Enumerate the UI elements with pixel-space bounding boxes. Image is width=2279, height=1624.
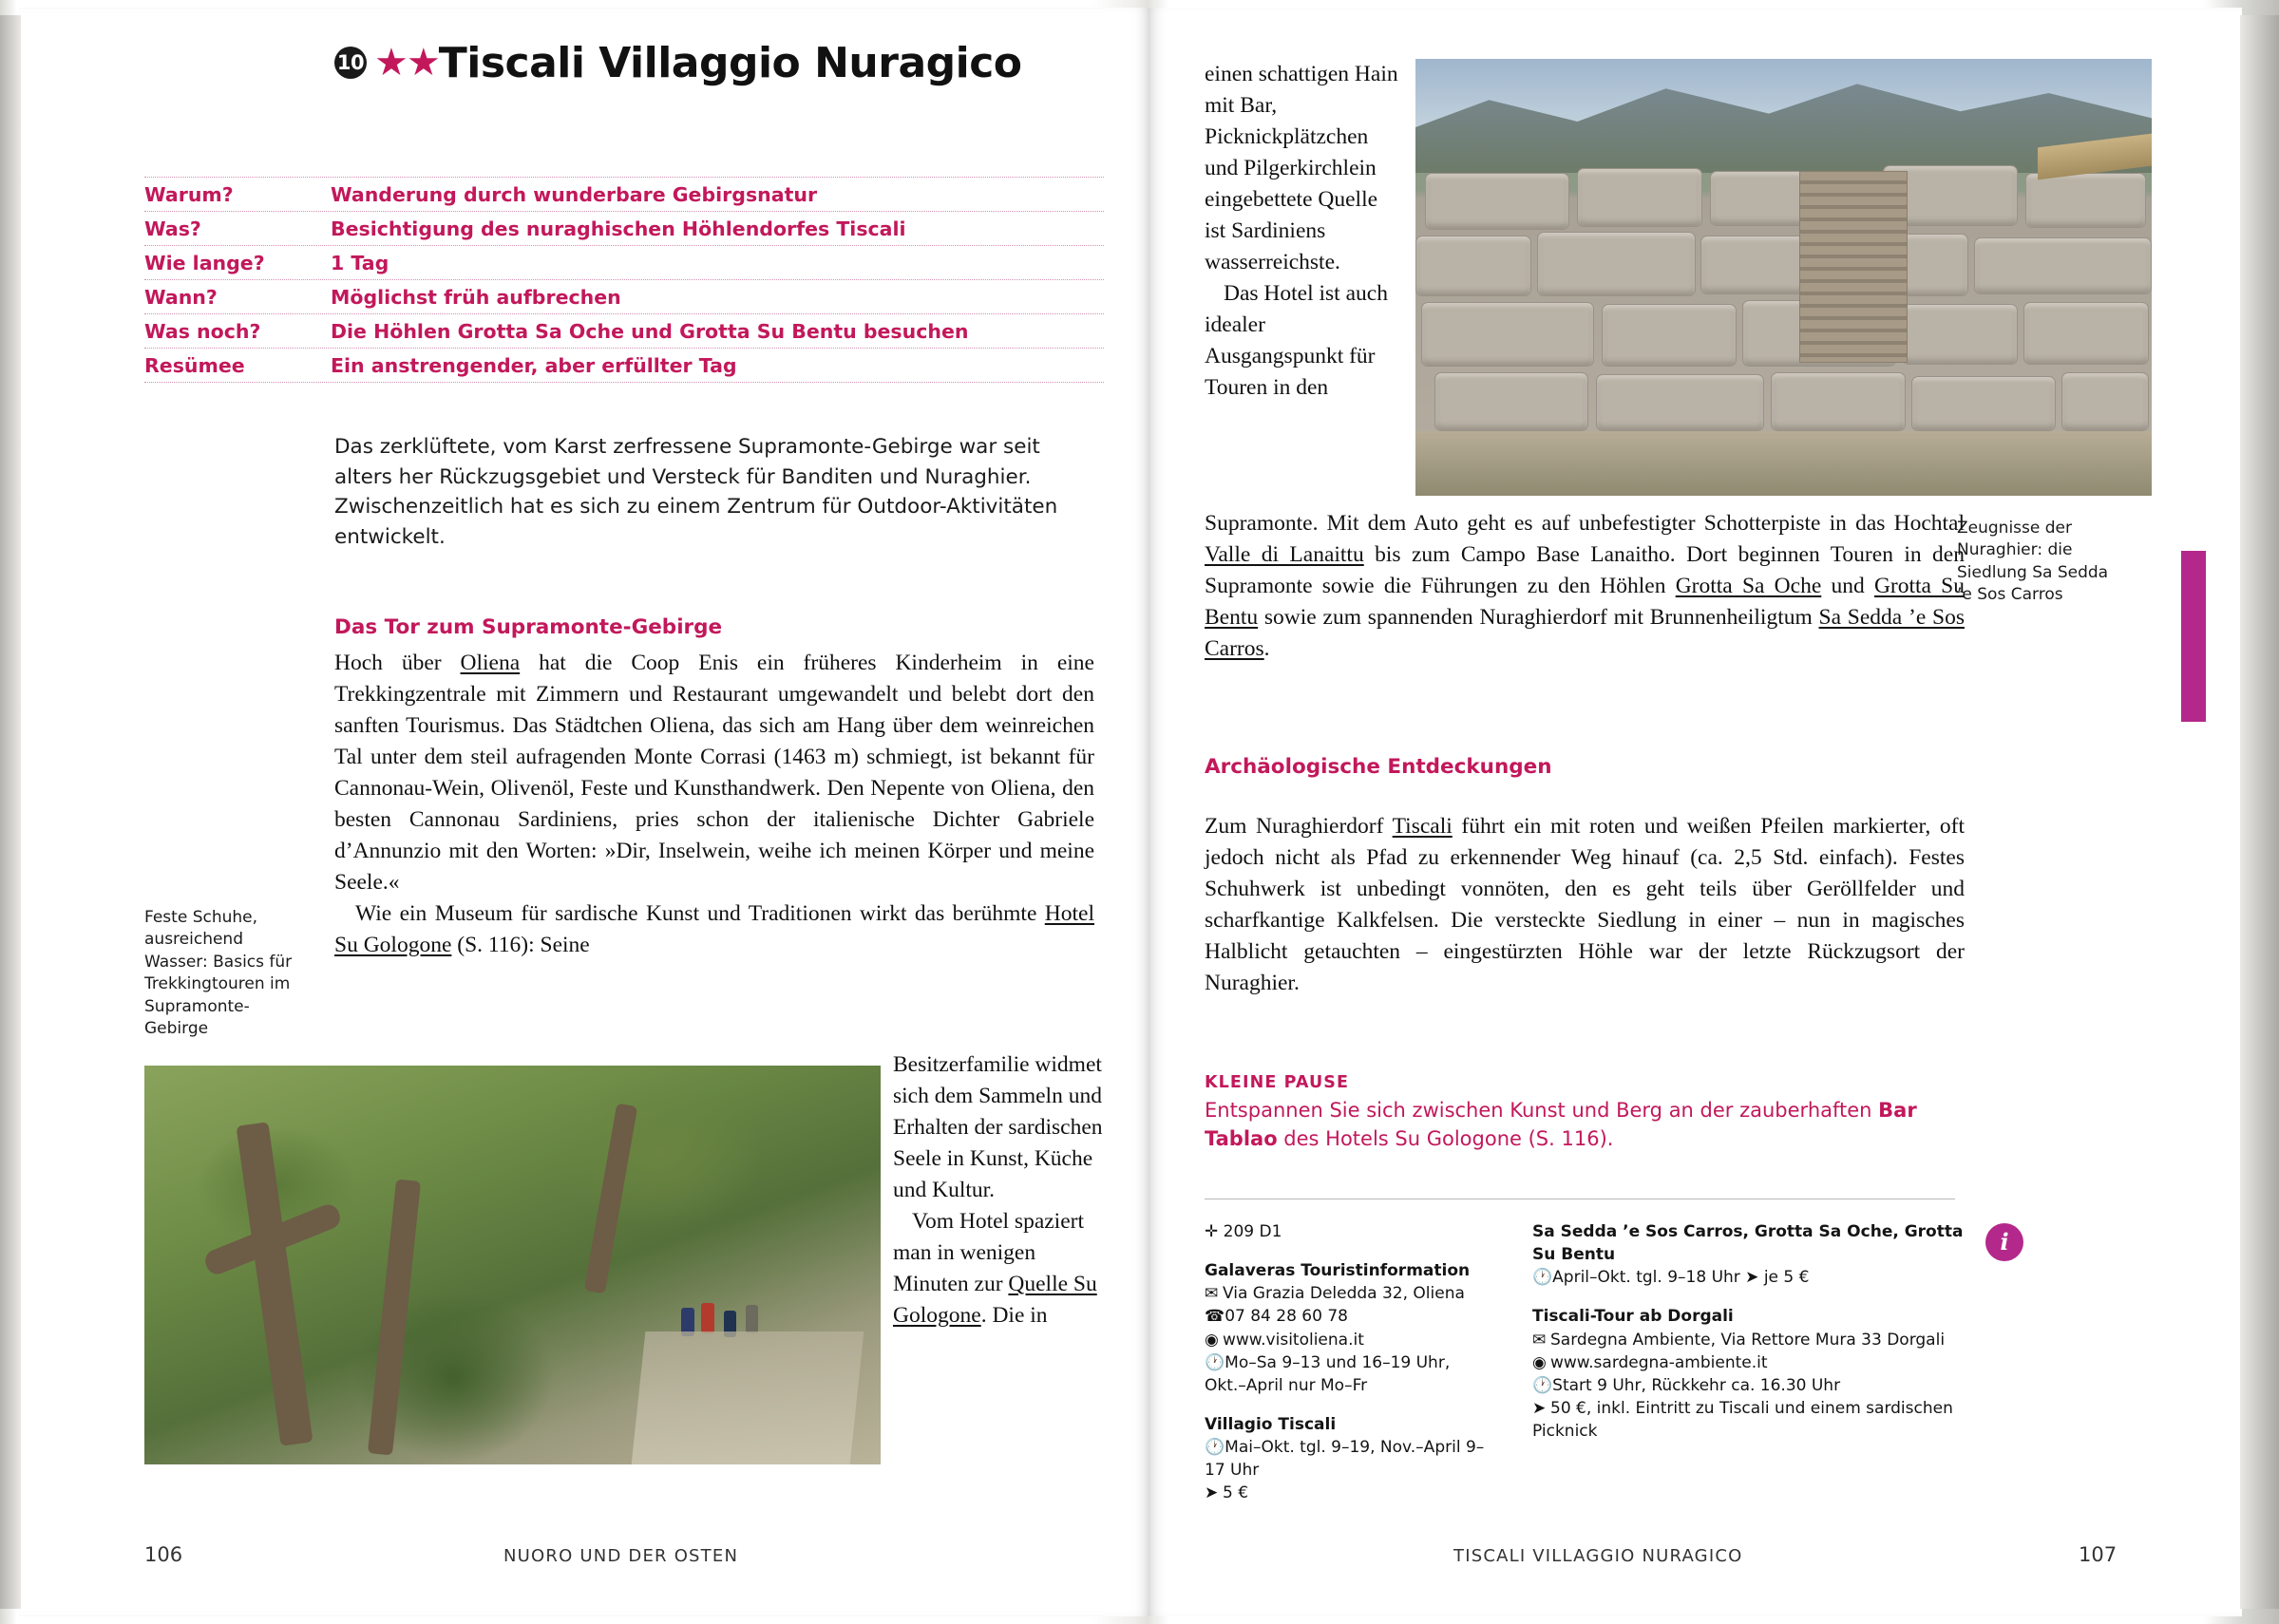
phone-icon: ☎ bbox=[1205, 1307, 1225, 1327]
paragraph: Besitzerfamilie widmet sich dem Sammeln und Erhalten der sardischen Seele in Kunst, Küche und Kultur. bbox=[893, 1052, 1103, 1203]
info-line bbox=[1205, 1282, 1490, 1305]
info-line-text: 07 84 28 60 78 bbox=[1225, 1307, 1348, 1327]
info-line bbox=[1532, 1329, 1965, 1351]
running-head-right: TISCALI VILLAGGIO NURAGICO bbox=[1453, 1546, 1743, 1566]
fact-value: Wanderung durch wunderbare Gebirgsnatur bbox=[331, 182, 818, 206]
photo-caption-right: Zeugnisse der Nuraghier: die Siedlung Sa Sedda ’e Sos Carros bbox=[1957, 519, 2109, 605]
info-line bbox=[1205, 1436, 1490, 1482]
right-body-text-2 bbox=[1205, 788, 1965, 1021]
info-line-text: Mo–Sa 9–13 und 16–19 Uhr, Okt.–April nur Mo–Fr bbox=[1205, 1352, 1451, 1395]
pause-heading: KLEINE PAUSE bbox=[1205, 1073, 1350, 1092]
clock-icon: 🕐 bbox=[1205, 1438, 1225, 1457]
right-page-edge bbox=[2240, 15, 2279, 1609]
info-line-text: Mai–Okt. tgl. 9–19, Nov.–April 9–17 Uhr bbox=[1205, 1438, 1485, 1481]
info-column-2 bbox=[1532, 1220, 1965, 1443]
clock-icon: 🕐 bbox=[1532, 1375, 1553, 1395]
text-run: des Hotels Su Gologone (S. 116). bbox=[1277, 1126, 1614, 1150]
info-line-text: 50 €, inkl. Eintritt zu Tiscali und einem sardischen Picknick bbox=[1532, 1398, 1953, 1441]
table-row bbox=[144, 314, 1104, 349]
photo-image bbox=[1415, 59, 2152, 496]
facts-table bbox=[144, 177, 1104, 383]
fact-key: Warum? bbox=[144, 182, 234, 206]
fact-value: Möglichst früh aufbrechen bbox=[331, 285, 621, 309]
page-number-left: 106 bbox=[144, 1543, 183, 1566]
ticket-icon: ➤ bbox=[1205, 1483, 1219, 1503]
text-run: Supramonte. Mit dem Auto geht es auf unbefestigter Schotterpiste in das Hochtal bbox=[1205, 511, 1965, 536]
info-line bbox=[1532, 1397, 1965, 1443]
left-body-text bbox=[334, 648, 1094, 961]
fact-value: Die Höhlen Grotta Sa Oche und Grotta Su Bentu besuchen bbox=[331, 319, 969, 343]
right-body-text bbox=[1205, 508, 1965, 665]
info-line bbox=[1205, 1351, 1490, 1397]
chapter-number-badge: 10 bbox=[334, 47, 367, 79]
section-subheading: Das Tor zum Supramonte-Gebirge bbox=[334, 615, 723, 639]
place-link-grotta-sa-oche[interactable]: Grotta Sa Oche bbox=[1675, 574, 1822, 599]
paragraph: einen schattigen Hain mit Bar, Picknickplätzchen und Pilgerkirchlein eingebettete Quelle ist Sardiniens wasserreichste. bbox=[1205, 62, 1398, 275]
info-line bbox=[1205, 1329, 1490, 1351]
info-heading: Sa Sedda ’e Sos Carros, Grotta Sa Oche, Grotta Su Bentu bbox=[1532, 1222, 1964, 1265]
fact-key: Resümee bbox=[144, 353, 245, 377]
mail-icon: ✉ bbox=[1532, 1330, 1547, 1350]
place-link-sa-sedda-e-sos-carros[interactable]: Sa Sedda ’e Sos Carros bbox=[1205, 605, 1965, 662]
page-title bbox=[334, 39, 1104, 87]
running-head-left: NUORO UND DER OSTEN bbox=[503, 1546, 739, 1566]
globe-icon: ◉ bbox=[1205, 1330, 1219, 1350]
text-run: hat die Coop Enis ein früheres Kinderheim in eine Trekkingzentrale mit Zimmern und Restaurant umgewandelt und belebt dort den sanften Tourismus. Das Städtchen Oliena, das sich am Hang über dem weinreichen Tal unter dem steil aufragenden Monte Corrasi (1463 m) schmiegt, ist bekannt für Cannonau-Wein, Olivenöl, Feste und Kunsthandwerk. Den Nepente von Oliena, den besten Cannonau Sardiniens, pries schon der italienische Dichter Gabriele d’Annunzio mit den Worten: »Dir, Inselwein, weihe ich meinen Körper und meine Seele.« bbox=[334, 651, 1094, 896]
info-line-text: 5 € bbox=[1223, 1483, 1249, 1503]
intro-paragraph: Das zerklüftete, vom Karst zerfressene Supramonte-Gebirge war seit alters her Rückzugsgebiet und Versteck für Banditen und Nuraghier. Zwischenzeitlich hat es sich zu einem Zentrum für Outdoor-Aktivitäten entwickelt. bbox=[334, 435, 1058, 549]
text-run: Wie ein Museum für sardische Kunst und Traditionen wirkt das berühmte bbox=[355, 901, 1045, 927]
pause-text bbox=[1205, 1097, 1965, 1154]
fact-value: Besichtigung des nuraghischen Höhlendorfes Tiscali bbox=[331, 217, 906, 240]
paragraph bbox=[334, 898, 1094, 961]
info-line bbox=[1532, 1351, 1965, 1374]
info-heading: Villagio Tiscali bbox=[1205, 1414, 1337, 1434]
paragraph bbox=[1205, 508, 1965, 665]
map-reference: ✛ 209 D1 bbox=[1205, 1222, 1282, 1241]
table-row bbox=[144, 280, 1104, 314]
photo-sa-sedda-e-sos-carros bbox=[1415, 59, 2152, 496]
place-link-hotel-su-gologone[interactable]: Hotel Su Gologone bbox=[334, 901, 1094, 958]
info-line-text[interactable]: www.sardegna-ambiente.it bbox=[1550, 1352, 1768, 1372]
text-run: Hoch über bbox=[334, 651, 461, 675]
info-line bbox=[1205, 1482, 1490, 1504]
fact-value: Ein anstrengender, aber erfüllter Tag bbox=[331, 353, 737, 377]
kleine-pause-box bbox=[1205, 1073, 1965, 1154]
left-narrow-column bbox=[893, 1049, 1104, 1331]
info-heading: Galaveras Touristinformation bbox=[1205, 1261, 1471, 1281]
text-run: Entspannen Sie sich zwischen Kunst und Berg an der zauberhaften bbox=[1205, 1099, 1879, 1122]
info-line-text: Via Grazia Deledda 32, Oliena bbox=[1223, 1284, 1465, 1304]
rating-stars: ★★ bbox=[374, 41, 439, 85]
fact-key: Wann? bbox=[144, 285, 218, 309]
text-run: Vom Hotel spaziert man in wenigen Minuten zur bbox=[893, 1209, 1085, 1297]
right-narrow-column bbox=[1205, 59, 1404, 404]
info-line bbox=[1205, 1305, 1490, 1328]
paragraph bbox=[893, 1206, 1104, 1331]
text-run: bis zum Campo Base Lanaitho. Dort beginnen Touren in den Supramonte sowie die Führungen zu den Höhlen bbox=[1205, 542, 1965, 599]
info-line-text: April–Okt. tgl. 9–18 Uhr ➤ je 5 € bbox=[1552, 1268, 1810, 1288]
chapter-color-tab bbox=[2181, 551, 2206, 722]
clock-icon: 🕐 bbox=[1532, 1268, 1553, 1288]
info-line-text: Sardegna Ambiente, Via Rettore Mura 33 Dorgali bbox=[1550, 1330, 1946, 1350]
info-line-text: Start 9 Uhr, Rückkehr ca. 16.30 Uhr bbox=[1552, 1375, 1841, 1395]
photo-image bbox=[144, 1066, 881, 1464]
place-link-oliena[interactable]: Oliena bbox=[460, 651, 521, 675]
place-link-tiscali[interactable]: Tiscali bbox=[1392, 813, 1453, 839]
fact-key: Was? bbox=[144, 217, 201, 240]
paragraph bbox=[1205, 811, 1965, 999]
info-column-1 bbox=[1205, 1220, 1490, 1504]
fact-key: Was noch? bbox=[144, 319, 261, 343]
table-row bbox=[144, 246, 1104, 280]
place-link-grotta-su-bentu[interactable]: Grotta Su Bentu bbox=[1205, 574, 1966, 631]
text-run: führt ein mit roten und weißen Pfeilen markierter, oft jedoch nicht als Pfad zu erkennender Weg hinauf (ca. 2,5 Std. einfach). Festes Schuhwerk ist unbedingt vonnöten, den es geht teils über Geröllfelder und scharfkantige Kalkfelsen. Die versteckte Siedlung in einer – nun in magisches Halblicht getauchten – eingestürzten Höhle war der letzte Rückzugsort der Nuraghier. bbox=[1205, 813, 1965, 995]
section-subheading-2: Archäologische Entdeckungen bbox=[1205, 755, 1552, 779]
text-run: Zum Nuraghierdorf bbox=[1205, 813, 1393, 839]
bar-tablao-name: Bar Tablao bbox=[1205, 1099, 1917, 1150]
table-row bbox=[144, 212, 1104, 246]
photo-supramonte-trail bbox=[144, 1066, 881, 1464]
table-row bbox=[144, 177, 1104, 212]
fact-key: Wie lange? bbox=[144, 251, 265, 274]
info-line bbox=[1532, 1266, 1965, 1289]
info-line bbox=[1532, 1374, 1965, 1397]
text-run: sowie zum spannenden Nuraghierdorf mit Brunnenheiligtum bbox=[1258, 605, 1819, 631]
info-heading: Tiscali-Tour ab Dorgali bbox=[1532, 1307, 1734, 1327]
paragraph: Das Hotel ist auch idealer Ausgangspunkt für Touren in den bbox=[1205, 281, 1388, 401]
fact-value: 1 Tag bbox=[331, 251, 389, 274]
margin-note-left: Feste Schuhe, ausreichend Wasser: Basics für Trekkingtouren im Supramonte-Gebirge bbox=[144, 908, 293, 1039]
globe-icon: ◉ bbox=[1532, 1352, 1547, 1372]
table-row bbox=[144, 349, 1104, 383]
ticket-icon: ➤ bbox=[1532, 1398, 1547, 1418]
page-title-block bbox=[334, 39, 1104, 87]
place-link-quelle-su-gologone[interactable]: Quelle Su Gologone bbox=[893, 1272, 1097, 1329]
left-page-edge bbox=[0, 15, 21, 1609]
page-number-right: 107 bbox=[2079, 1543, 2118, 1566]
clock-icon: 🕐 bbox=[1205, 1352, 1225, 1372]
page-title-text: Tiscali Villaggio Nuragico bbox=[438, 39, 1022, 87]
information-icon: i bbox=[1985, 1223, 2023, 1261]
paragraph bbox=[334, 648, 1094, 898]
text-run: . Die in bbox=[980, 1303, 1048, 1329]
text-run: . bbox=[1263, 636, 1270, 662]
text-run: (S. 116): Seine bbox=[451, 933, 590, 958]
place-link-valle-di-lanaittu[interactable]: Valle di Lanaittu bbox=[1205, 542, 1364, 568]
text-run: und bbox=[1821, 574, 1874, 599]
info-line-text[interactable]: www.visitoliena.it bbox=[1223, 1330, 1364, 1350]
mail-icon: ✉ bbox=[1205, 1284, 1219, 1304]
